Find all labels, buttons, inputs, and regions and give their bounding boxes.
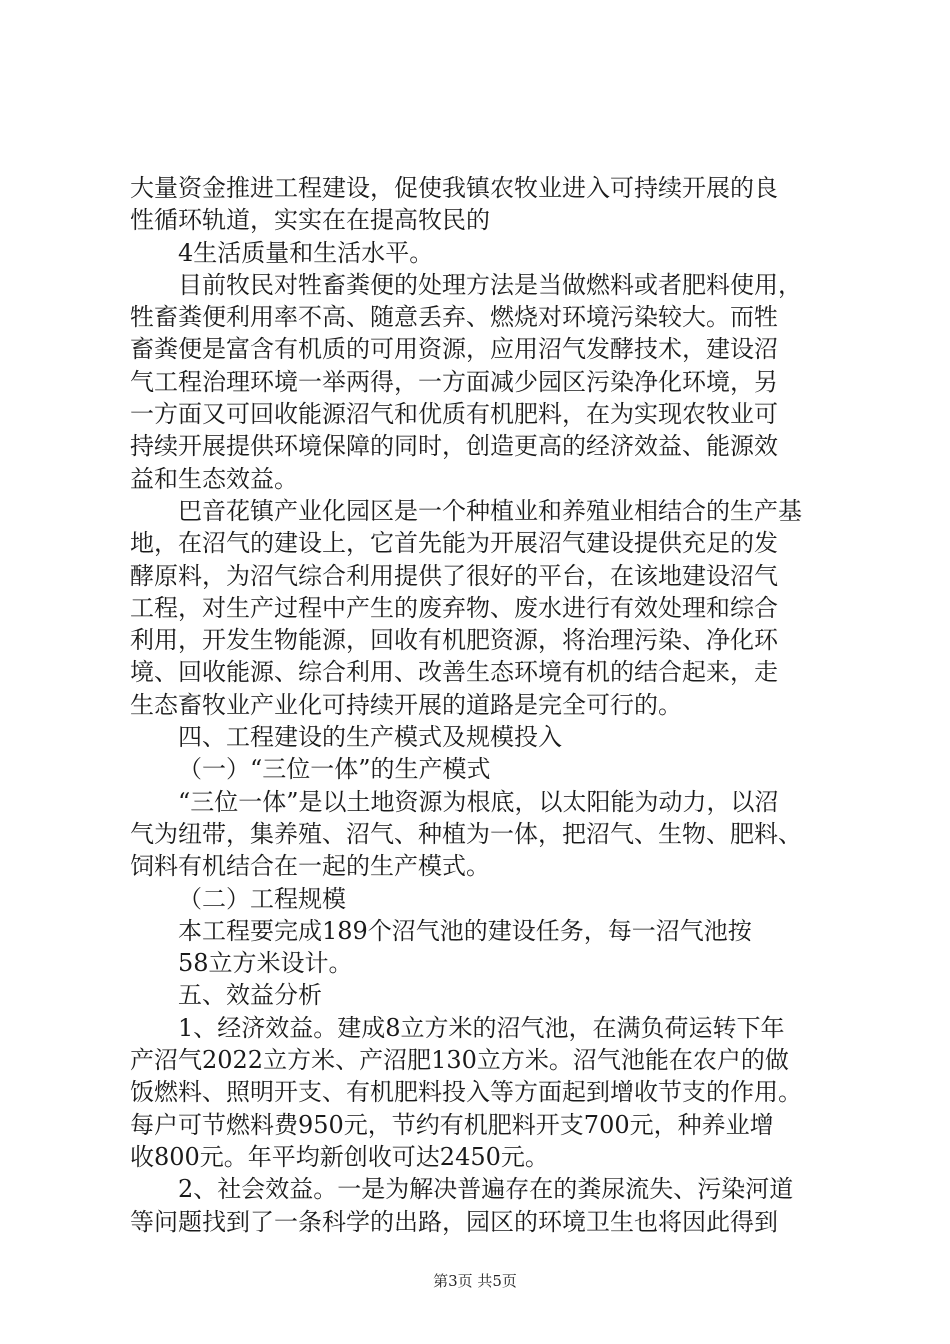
text-line: 持续开展提供环境保障的同时，创造更高的经济效益、能源效 bbox=[130, 432, 778, 461]
text-line: “三位一体”是以土地资源为根底，以太阳能为动力，以沼 bbox=[178, 787, 779, 816]
text-line: 饭燃料、照明开支、有机肥料投入等方面起到增收节支的作用。 bbox=[130, 1078, 802, 1107]
text-line: 大量资金推进工程建设，促使我镇农牧业进入可持续开展的良 bbox=[130, 174, 778, 202]
text-line: 生态畜牧业产业化可持续开展的道路是完全可行的。 bbox=[130, 690, 682, 719]
text-line: 等问题找到了一条科学的出路，园区的环境卫生也将因此得到 bbox=[130, 1207, 778, 1236]
text-line: 性循环轨道，实实在在提高牧民的 bbox=[130, 206, 490, 235]
text-line: 境、回收能源、综合利用、改善生态环境有机的结合起来，走 bbox=[130, 658, 778, 687]
text-line: 58立方米设计。 bbox=[178, 949, 353, 978]
page-number: 第3页 共5页 bbox=[433, 1272, 517, 1290]
text-line: 产沼气2022立方米、产沼肥130立方米。沼气池能在农户的做 bbox=[130, 1046, 789, 1075]
text-line: 本工程要完成189个沼气池的建设任务，每一沼气池按 bbox=[178, 916, 752, 945]
section-heading: 四、工程建设的生产模式及规模投入 bbox=[178, 723, 562, 752]
text-line: 畜粪便是富含有机质的可用资源，应用沼气发酵技术，建设沼 bbox=[130, 335, 778, 364]
text-line: 利用，开发生物能源，回收有机肥资源，将治理污染、净化环 bbox=[130, 626, 778, 655]
text-line: 地，在沼气的建设上，它首先能为开展沼气建设提供充足的发 bbox=[130, 529, 778, 558]
text-line: 饲料有机结合在一起的生产模式。 bbox=[130, 852, 490, 881]
text-line: 每户可节燃料费950元，节约有机肥料开支700元，种养业增 bbox=[130, 1110, 774, 1139]
text-line: 2、社会效益。一是为解决普遍存在的粪尿流失、污染河道 bbox=[178, 1175, 794, 1204]
text-line: 酵原料，为沼气综合利用提供了很好的平台，在该地建设沼气 bbox=[130, 561, 778, 590]
text-line: 一方面又可回收能源沼气和优质有机肥料，在为实现农牧业可 bbox=[130, 400, 778, 429]
section-heading: 五、效益分析 bbox=[178, 981, 322, 1010]
page-footer bbox=[0, 1270, 950, 1291]
text-line: 目前牧民对牲畜粪便的处理方法是当做燃料或者肥料使用， bbox=[178, 270, 802, 299]
text-line: 气工程治理环境一举两得，一方面减少园区污染净化环境，另 bbox=[130, 367, 778, 396]
text-line: 收800元。年平均新创收可达2450元。 bbox=[130, 1142, 549, 1171]
text-line: 工程，对生产过程中产生的废弃物、废水进行有效处理和综合 bbox=[130, 593, 778, 622]
subsection-heading: （二）工程规模 bbox=[178, 884, 346, 913]
body-text bbox=[130, 172, 850, 1238]
text-line: 益和生态效益。 bbox=[130, 464, 298, 493]
text-line: 巴音花镇产业化园区是一个种植业和养殖业相结合的生产基 bbox=[178, 496, 802, 525]
text-line: 牲畜粪便利用率不高、随意丢弃、燃烧对环境污染较大。而牲 bbox=[130, 303, 778, 332]
subsection-heading: （一）“三位一体”的生产模式 bbox=[178, 755, 491, 784]
text-line: 气为纽带，集养殖、沼气、种植为一体，把沼气、生物、肥料、 bbox=[130, 819, 802, 848]
text-line: 4生活质量和生活水平。 bbox=[178, 238, 434, 267]
text-line: 1、经济效益。建成8立方米的沼气池，在满负荷运转下年 bbox=[178, 1013, 785, 1042]
